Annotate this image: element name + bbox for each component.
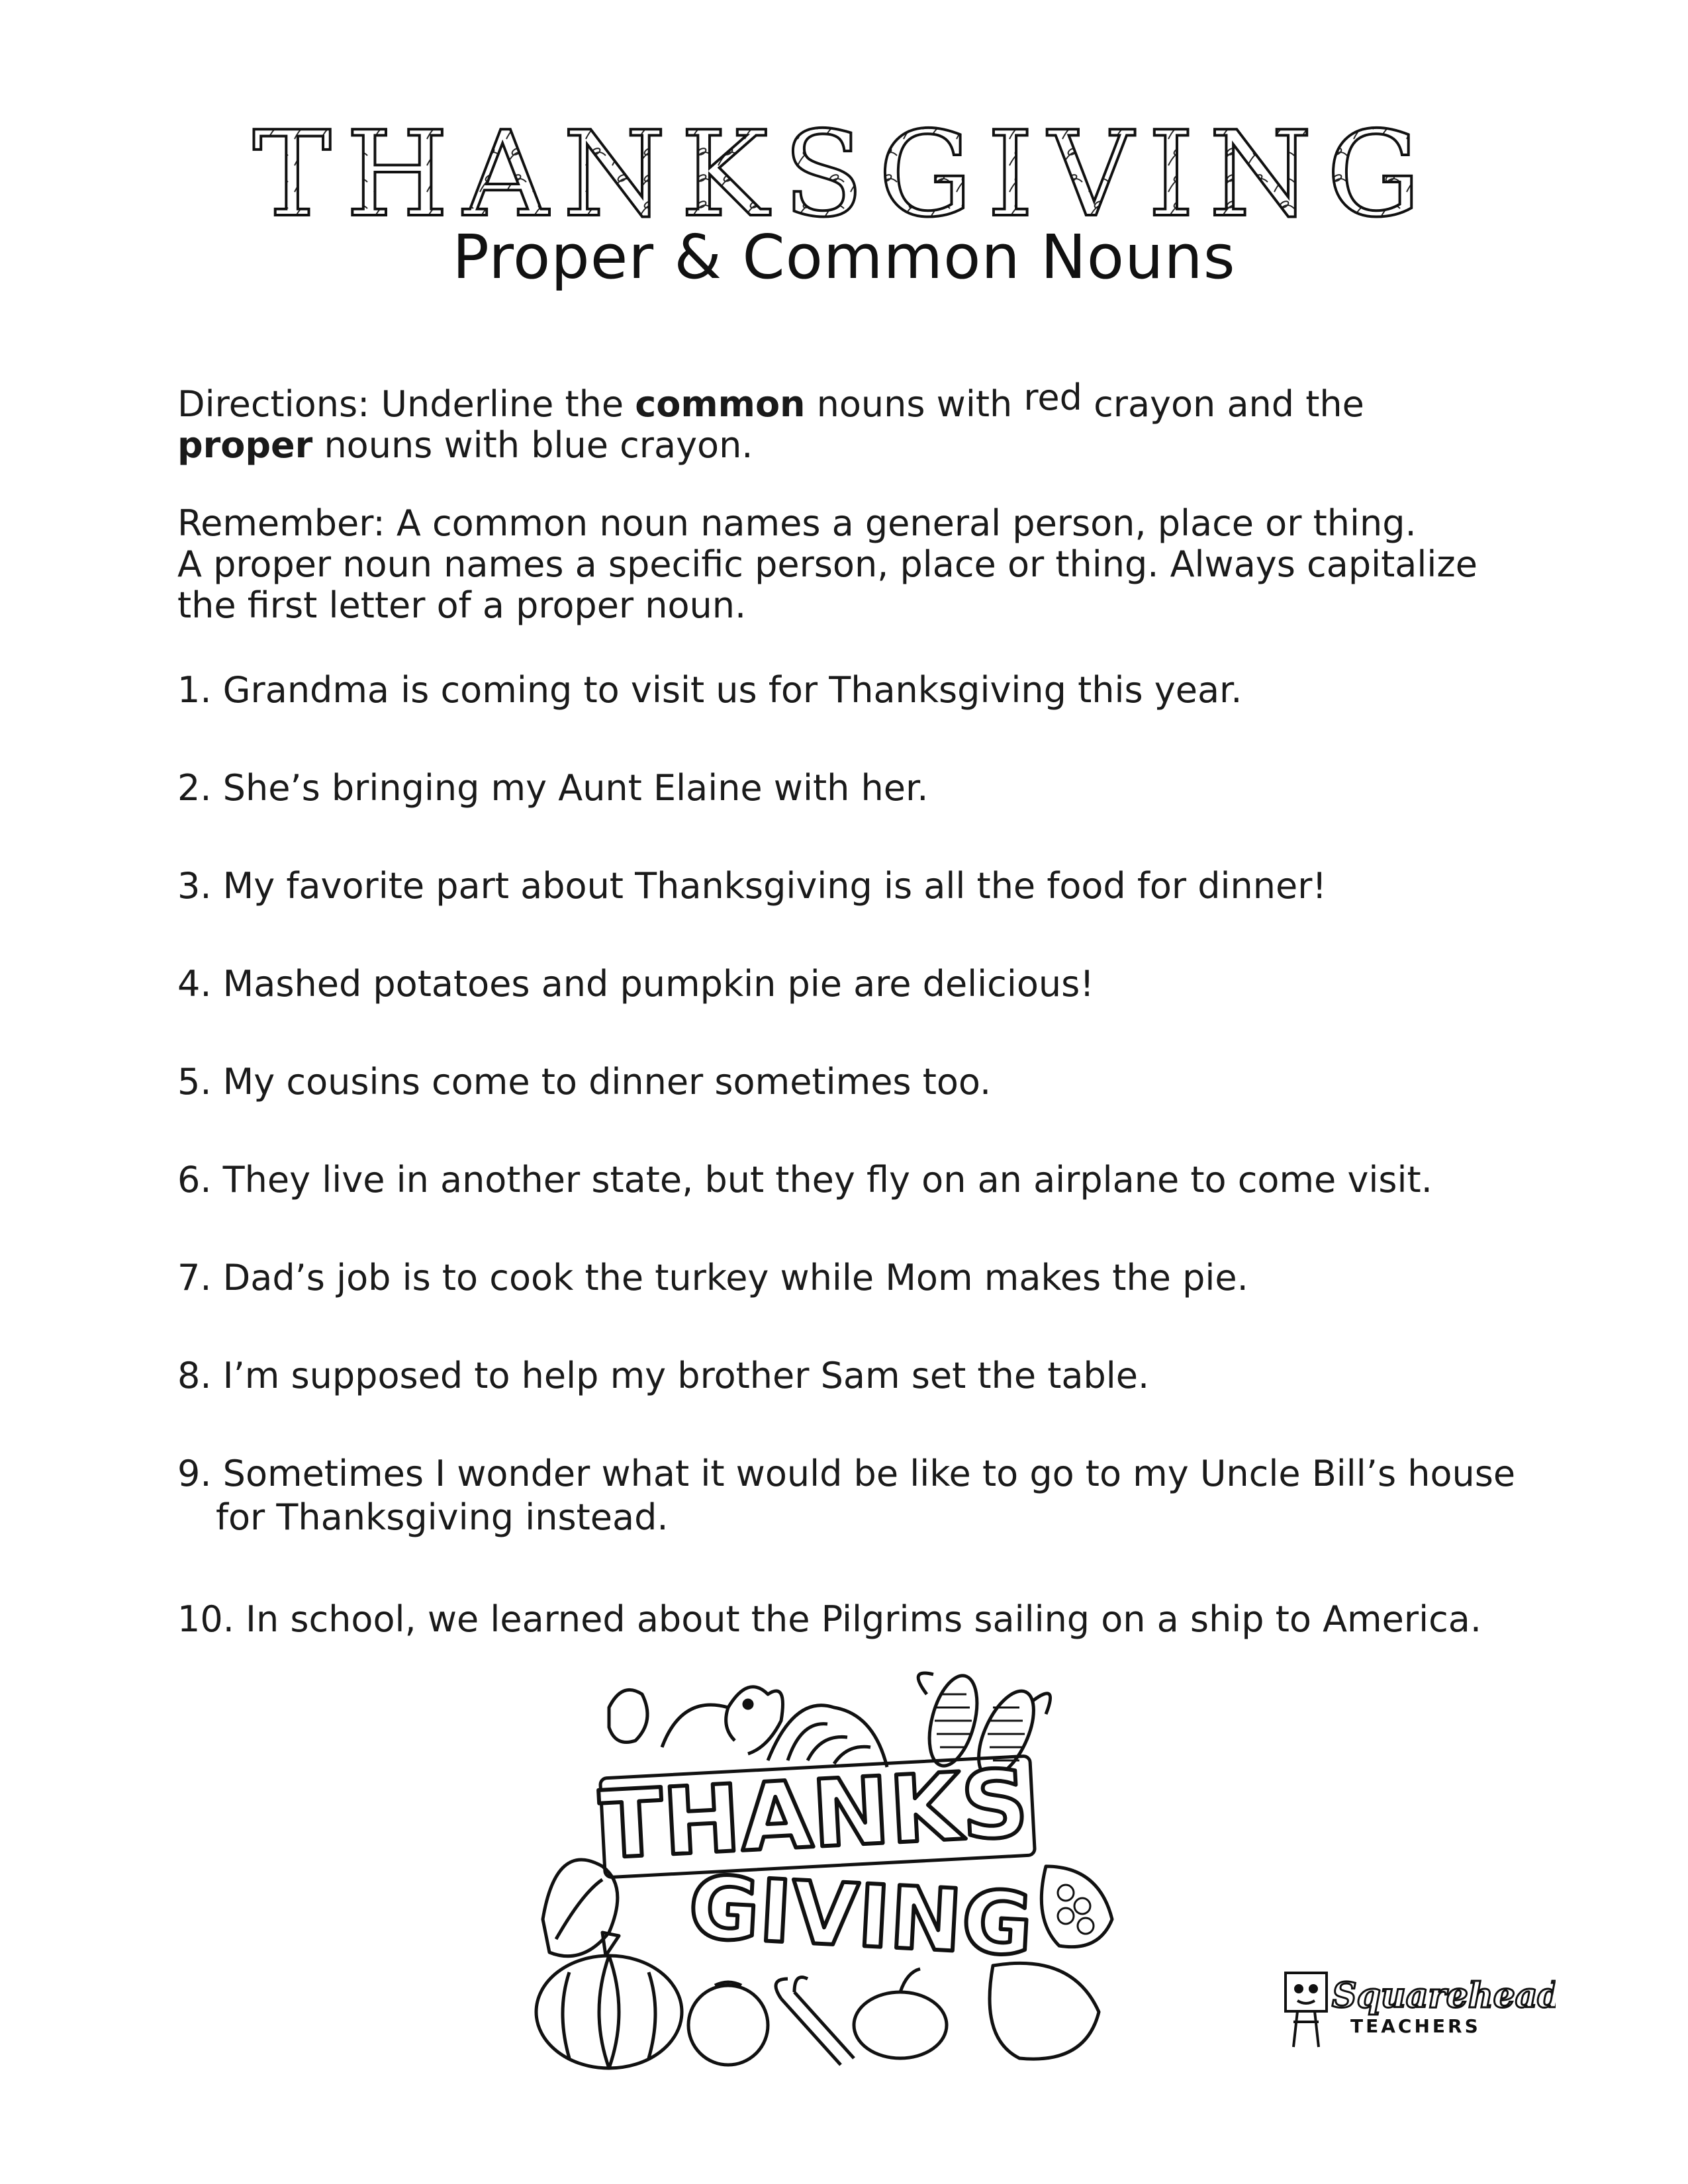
tomato-icon (688, 1985, 768, 2065)
question-4: 4. Mashed potatoes and pumpkin pie are delicious! (177, 963, 1094, 1005)
directions-text: nouns with blue crayon. (312, 424, 753, 466)
directions (177, 377, 1534, 466)
pumpkin-icon (536, 1956, 682, 2068)
gourd-icon (990, 1963, 1099, 2059)
remember-line-3: the first letter of a proper noun. (177, 584, 747, 626)
question-9-line-1: 9. Sometimes I wonder what it would be like to go to my Uncle Bill’s house (177, 1453, 1516, 1494)
question-9 (177, 1452, 1568, 1539)
question-7: 7. Dad’s job is to cook the turkey while Mom makes the pie. (177, 1257, 1248, 1298)
question-8: 8. I’m supposed to help my brother Sam set the table. (177, 1355, 1150, 1396)
question-6: 6. They live in another state, but they fly on an airplane to come visit. (177, 1159, 1432, 1201)
page-subtitle: Proper & Common Nouns (452, 222, 1236, 293)
question-10: 10. In school, we learned about the Pilgrims sailing on a ship to America. (177, 1598, 1482, 1640)
question-1: 1. Grandma is coming to visit us for Thanksgiving this year. (177, 669, 1243, 711)
directions-text: nouns with (805, 383, 1024, 425)
remember-line-1: Remember: A common noun names a general person, place or thing. (177, 502, 1417, 544)
turkey-eye (744, 1700, 752, 1708)
turkey-outline (662, 1687, 783, 1754)
square-head-shape (1286, 1973, 1327, 2011)
clipart-word-giving: GIVING (686, 1856, 1035, 1976)
logo-script: Squarehead (1332, 1976, 1556, 2016)
apple-icon (854, 1992, 947, 2058)
directions-text: Directions: Underline the (177, 383, 635, 425)
remember-note (177, 503, 1534, 626)
proper-word: proper (177, 424, 313, 466)
question-3: 3. My favorite part about Thanksgiving is all the food for dinner! (177, 865, 1327, 907)
common-word: common (635, 383, 806, 425)
question-9-line-2: for Thanksgiving instead. (216, 1496, 669, 1538)
decorative-title-text: THANKSGIVING (252, 116, 1436, 235)
leaf-shape (609, 1690, 647, 1742)
decorative-title (0, 116, 1688, 235)
thanksgiving-clipart (530, 1668, 1125, 2078)
logo-caption: TEACHERS (1350, 2015, 1481, 2037)
carrot-icon (781, 1992, 854, 2065)
question-2: 2. She’s bringing my Aunt Elaine with her. (177, 767, 929, 809)
clipart-word-thanks: THANKS (597, 1750, 1031, 1880)
red-word: red (1023, 377, 1082, 418)
question-5: 5. My cousins come to dinner sometimes too. (177, 1061, 992, 1103)
grapes-icon (1041, 1866, 1112, 1947)
directions-text: crayon and the (1082, 383, 1364, 425)
squarehead-teachers-logo (1278, 1969, 1556, 2048)
directions-line-1 (177, 377, 1534, 425)
directions-line-2 (177, 425, 1534, 466)
decorative-title-art (0, 116, 1688, 235)
remember-line-2: A proper noun names a specific person, place or thing. Always capitalize (177, 543, 1477, 585)
